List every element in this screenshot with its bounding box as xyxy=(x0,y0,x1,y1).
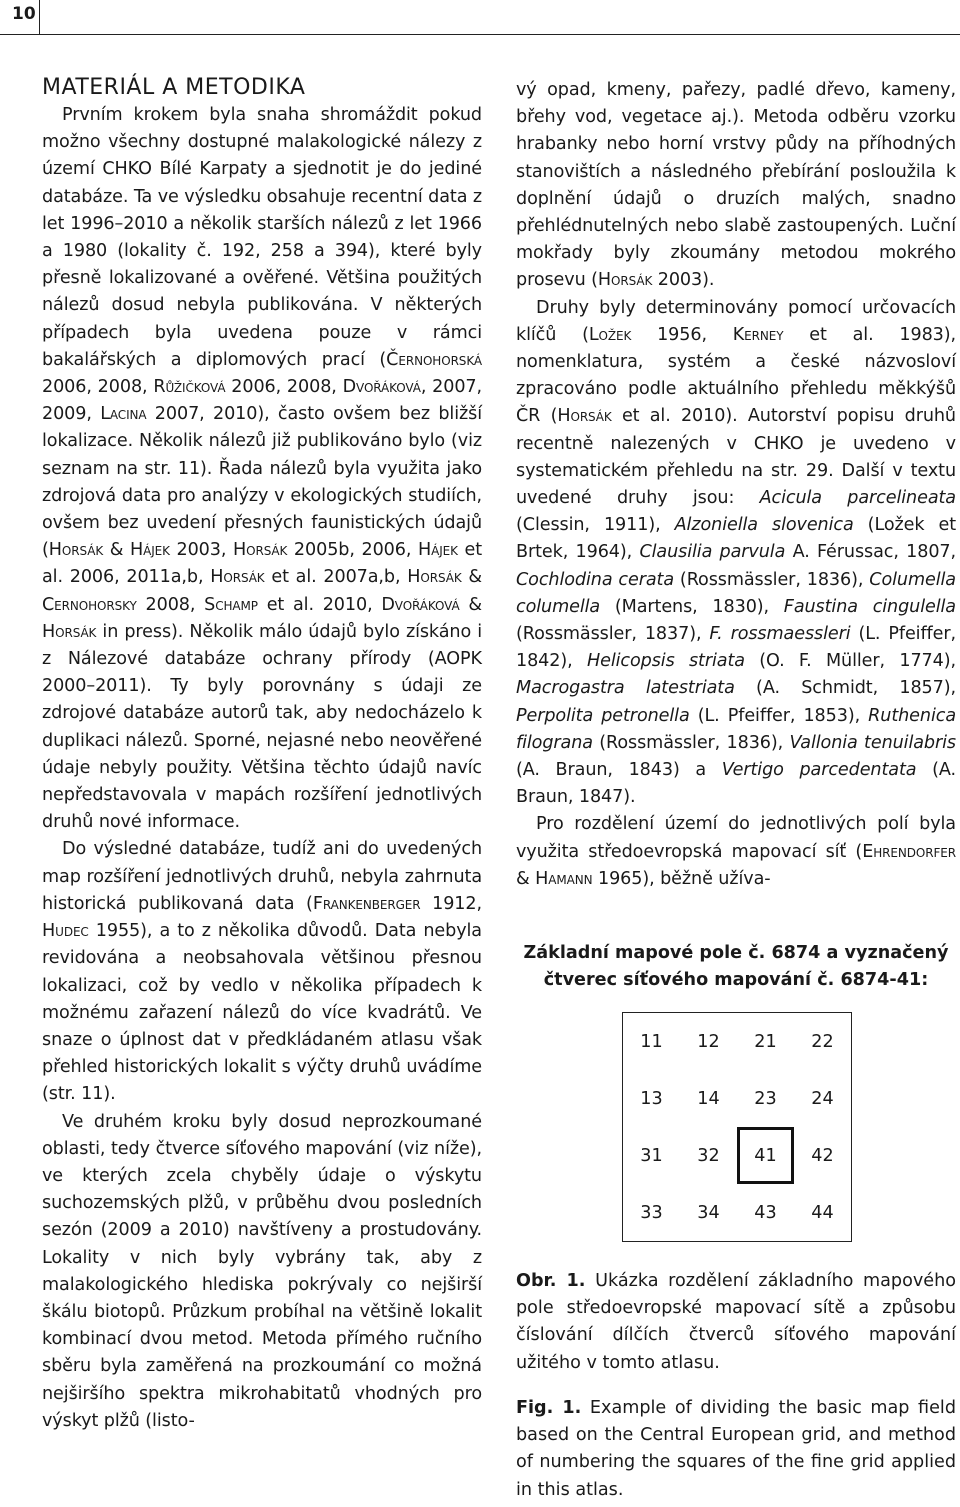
grid-title: Základní mapové pole č. 6874 a vyznačený čtverec síťového mapování č. 6874-41: xyxy=(523,943,949,990)
grid-cell: 14 xyxy=(697,1088,720,1109)
grid-cell: 42 xyxy=(811,1145,834,1166)
caption-english: Fig. 1. Example of dividing the basic map field based on the Central European grid, and method of numbering the squares of the fine grid applied in this atlas. xyxy=(516,1398,956,1500)
paragraph-determination: Druhy byly determinovány pomocí určovacích klíčů (Ložek 1956, Kerney et al. 1983), nomenklatura, systém a české názvosloví zpracováno podle aktuálního přehledu měkkýšů ČR (Horsák et al. 2010). Autorství popisu druhů recentně nalezených v CHKO je uvedeno v systematickém přehledu na str. 29. Další v textu uvedené druhy jsou: Acicula parcelineata (Clessin, 1911), Alzoniella slovenica (Ložek et Brtek, 1964), Clausilia parvula A. Férussac, 1807, Cochlodina cerata (Rossmässler, 1836), Columella columella (Martens, 1830), Faustina cingulella (Rossmässler, 1837), F. rossmaessleri (L. Pfeiffer, 1842), Helicopsis striata (O. F. Müller, 1774), Macrogastra latestriata (A. Schmidt, 1857), Perpolita petronella (L. Pfeiffer, 1853), Ruthenica filograna (Rossmässler, 1836), Vallonia tenuilabris (A. Braun, 1843) a Vertigo parcedentata (A. Braun, 1847). xyxy=(516,297,957,808)
caption-label: Fig. 1. xyxy=(516,1398,582,1418)
header-rule xyxy=(0,34,960,35)
grid-cell: 43 xyxy=(754,1202,777,1223)
grid-cell: 22 xyxy=(811,1031,834,1052)
grid-cell: 12 xyxy=(697,1031,720,1052)
paragraph-2: Do výsledné databáze, tudíž ani do uvedených map rozšíření jednotlivých druhů, nebyla zahrnuta historická publikovaná data (Frankenberger 1912, Hudec 1955), a to z několika důvodů. Data nebyla revidována a neobsahovala většinou přesnou lokalizaci, což by vedlo v několika případech k možnému zařazení nálezů do více kvadrátů. Ve snaze o úplnost dat v předkládaném atlasu však přehled historických lokalit s výčty druhů uvádíme (str. 11). xyxy=(42,839,482,1105)
paragraph-3: Ve druhém kroku byly dosud neprozkoumané oblasti, tedy čtverce síťového mapování (viz níže), ve kterých zcela chyběly údaje o výskytu suchozemských plžů, v průběhu dvou posledních sezón (2009 a 2010) navštíveny a prostudovány. Lokality v nich byly vybrány tak, aby z malakologického hlediska pokrývaly co nejširší škálu biotopů. Průzkum probíhal na většině lokalit kombinací dvou metod. Metoda přímého ručního sběru byla zaměřená na prozkoumání co možná nejširšího spektra mikrohabitatů vhodných pro výskyt plžů (listo- xyxy=(42,1111,482,1431)
paragraph-1: Prvním krokem byla snaha shromáždit pokud možno všechny dostupné malakologické nálezy z území CHKO Bílé Karpaty a sjednotit je do jediné databáze. Ta ve výsledku obsahuje recentní data z let 1996–2010 a několik starších nálezů z let 1966 a 1980 (lokality č. 192, 258 a 394), které byly přesně lokalizované a ověřené. Většina použitých nálezů dosud nebyla publikována. V některých případech byla uvedena pouze v rámci bakalářských a diplomových prací (Černohorská 2006, 2008, Růžičková 2006, 2008, Dvořáková, 2007, 2009, Lacina 2007, 2010), často ovšem bez bližší lokalizace. Několik nálezů již publikováno bylo (viz seznam na str. 11). Řada nálezů byla využita jako zdrojová data pro analýzy v ekologických studiích, ovšem bez uvedení přesných faunistických údajů (Horsák & Hájek 2003, Horsák 2005b, 2006, Hájek et al. 2006, 2011a,b, Horsák et al. 2007a,b, Horsák & Cernohorsky 2008, Schamp et al. 2010, Dvořáková & Horsák in press). Několik málo údajů bylo získáno i z Nálezové databáze ochrany přírody (AOPK 2000–2011). Ty byly porovnány s údaji ze zdrojové databáze autorů tak, aby nedocházelo k duplikaci nálezů. Sporné, nejasné nebo neověřené údaje nebyly použity. Většina těchto údajů navíc nepředstavovala v mapách rozšíření jednotlivých druhů nové informace. xyxy=(42,105,483,833)
grid-cell: 44 xyxy=(811,1202,834,1223)
header-vertical-rule xyxy=(39,0,40,34)
right-column xyxy=(516,77,956,893)
left-column xyxy=(42,74,482,1435)
paragraph-continued: vý opad, kmeny, pařezy, padlé dřevo, kameny, břehy vod, vegetace aj.). Metoda odběru vzorku hrabanky nebo horní vrstvy půdy na příhodných stanovištích a následného přebírání posloužila k doplnění údajů o druzích malých, snadno přehlédnutelných nebo slabě zastoupených. Luční mokřady byly zkoumány metodou mokrého prosevu (Horsák 2003). xyxy=(516,80,956,291)
section-heading: MATERIÁL A METODIKA xyxy=(42,75,306,100)
grid-cell: 34 xyxy=(697,1202,720,1223)
grid-cell: 13 xyxy=(640,1088,663,1109)
grid-cell: 41 xyxy=(754,1145,777,1166)
map-grid xyxy=(622,1012,852,1242)
grid-cell: 21 xyxy=(754,1031,777,1052)
grid-cell: 11 xyxy=(640,1031,663,1052)
page-number: 10 xyxy=(12,4,36,24)
grid-cell: 33 xyxy=(640,1202,663,1223)
caption-label: Obr. 1. xyxy=(516,1271,586,1291)
grid-cell: 24 xyxy=(811,1088,834,1109)
paragraph-grid: Pro rozdělení území do jednotlivých polí byla využita středoevropská mapovací síť (Ehrendorfer & Hamann 1965), běžně užíva- xyxy=(516,814,956,889)
grid-cell: 31 xyxy=(640,1145,663,1166)
caption-czech: Obr. 1. Ukázka rozdělení základního mapového pole středoevropské mapovací sítě a způsobu číslování dílčích čtverců síťového mapování užitého v tomto atlasu. xyxy=(516,1271,956,1373)
grid-cell: 32 xyxy=(697,1145,720,1166)
grid-cell: 23 xyxy=(754,1088,777,1109)
